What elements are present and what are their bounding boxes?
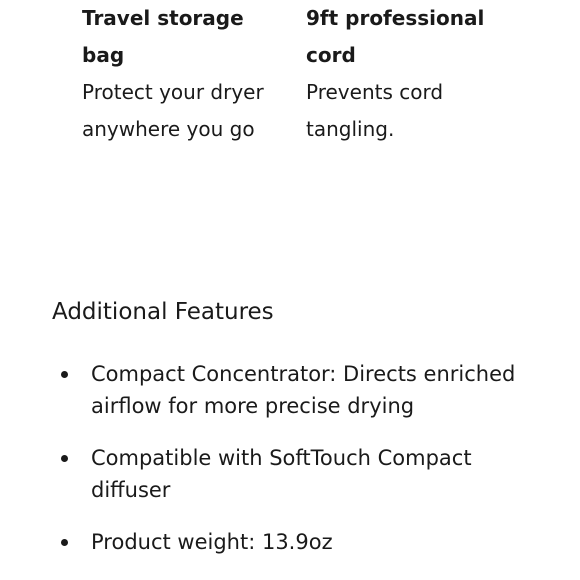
feature-description: Protect your dryer anywhere you go (82, 80, 264, 141)
list-item (52, 526, 552, 558)
bullet-icon (61, 455, 68, 462)
list-item-text: Product weight: 13.9oz (91, 530, 333, 554)
feature-professional-cord (306, 0, 506, 148)
feature-title: 9ft professional cord (306, 6, 485, 67)
bullet-icon (61, 539, 68, 546)
feature-travel-storage-bag (82, 0, 282, 148)
feature-description: Prevents cord tangling. (306, 80, 444, 141)
feature-title: Travel storage bag (82, 6, 244, 67)
list-item (52, 442, 552, 506)
list-item-text: Compact Concentrator: Directs enriched airflow for more precise drying (91, 362, 516, 418)
bullet-icon (61, 371, 68, 378)
list-item (52, 358, 552, 422)
additional-features-list (52, 358, 552, 578)
additional-features-heading: Additional Features (52, 299, 274, 325)
list-item-text: Compatible with SoftTouch Compact diffuser (91, 446, 472, 502)
